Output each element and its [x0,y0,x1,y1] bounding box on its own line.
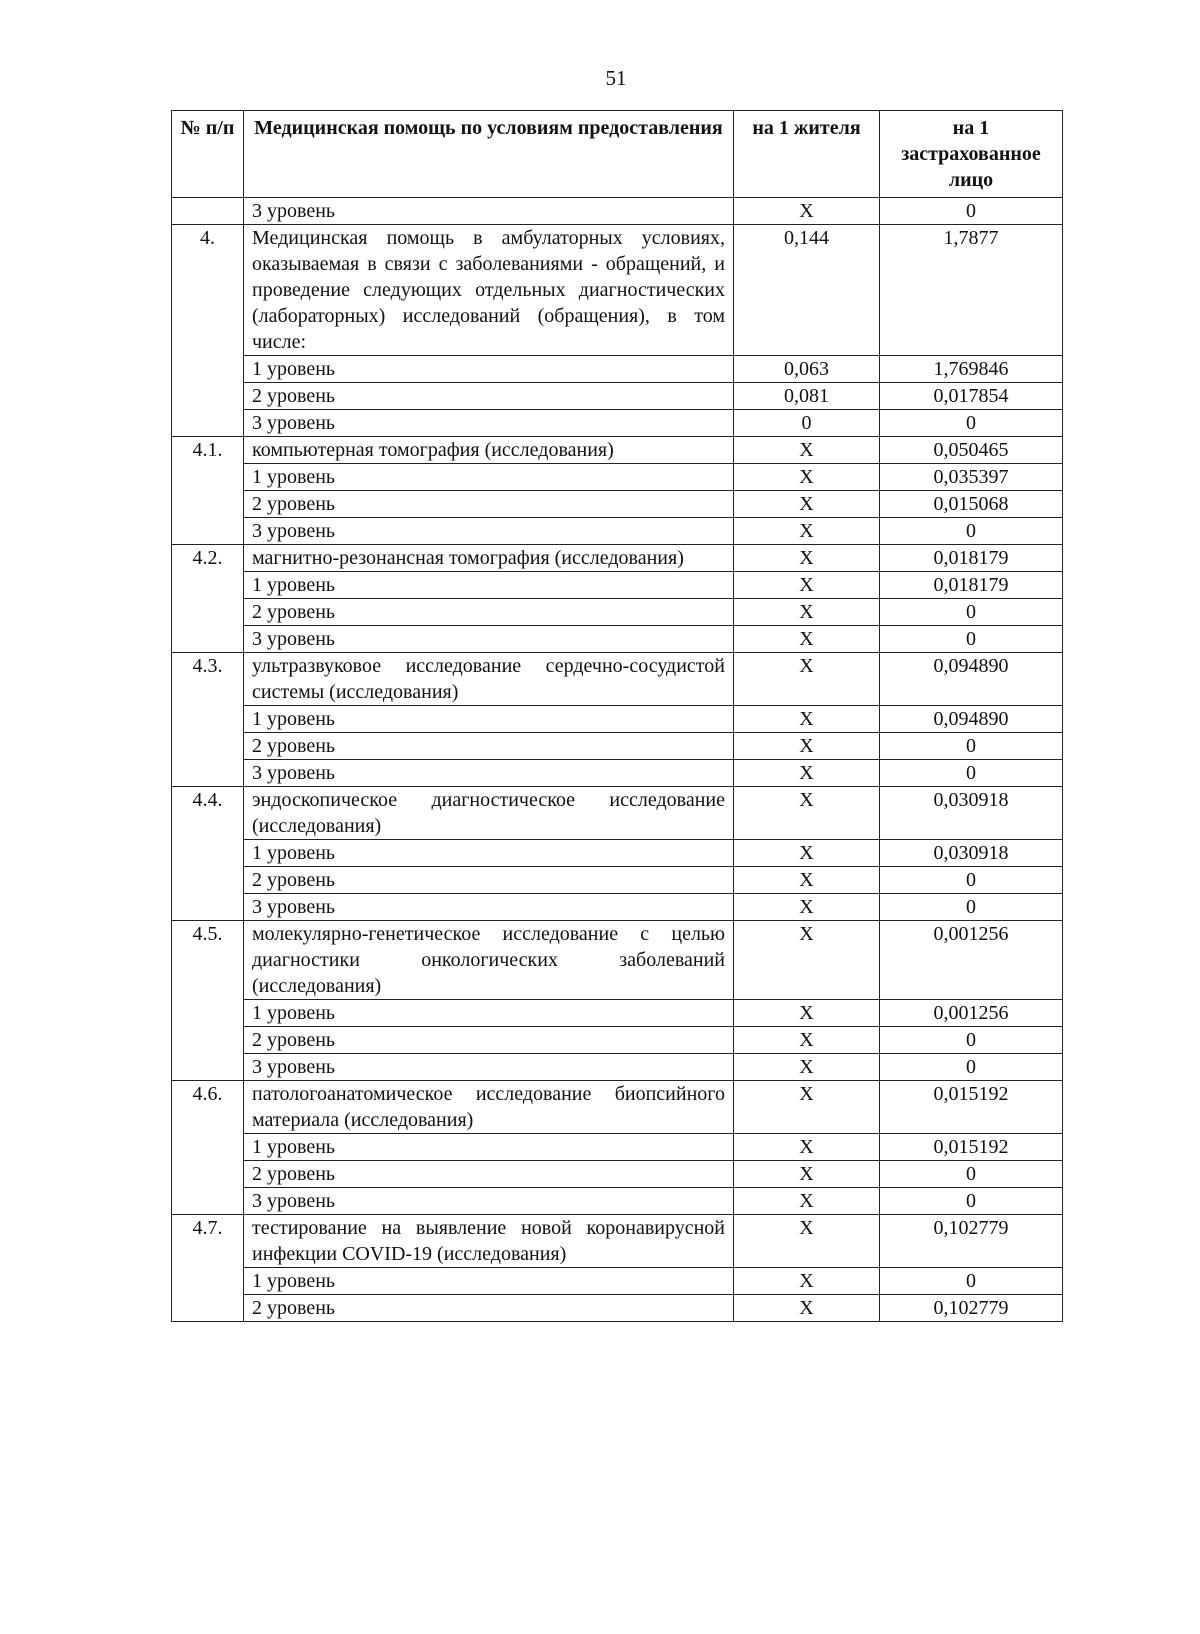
row-per-resident: Х [734,545,880,572]
row-per-resident: Х [734,1134,880,1161]
table-row [172,1188,1063,1215]
row-number: 4.3. [172,653,244,787]
table-row [172,706,1063,733]
table-row [172,437,1063,464]
row-name: ультразвуковое исследование сердечно-сосудистой системы (исследования) [244,653,734,706]
row-per-resident: Х [734,1295,880,1322]
table-row [172,733,1063,760]
row-name: компьютерная томография (исследования) [244,437,734,464]
row-per-insured: 0 [880,1161,1063,1188]
row-name: 3 уровень [244,198,734,225]
row-per-insured: 0,050465 [880,437,1063,464]
row-per-insured: 0 [880,1268,1063,1295]
row-per-insured: 0,018179 [880,545,1063,572]
row-number [172,198,244,225]
row-per-insured: 0 [880,760,1063,787]
row-per-resident: Х [734,198,880,225]
row-per-insured: 0 [880,198,1063,225]
row-name: 1 уровень [244,840,734,867]
table-row [172,1215,1063,1268]
row-per-resident: Х [734,787,880,840]
table-row [172,572,1063,599]
row-per-resident: 0,063 [734,356,880,383]
row-per-resident: Х [734,1188,880,1215]
row-name: 2 уровень [244,383,734,410]
row-name: 3 уровень [244,410,734,437]
row-per-resident: Х [734,1215,880,1268]
table-row [172,545,1063,572]
row-number: 4.4. [172,787,244,921]
row-per-insured: 0,102779 [880,1295,1063,1322]
table-row [172,1295,1063,1322]
header-per-insured: на 1 застрахованное лицо [880,111,1063,198]
row-per-resident: Х [734,921,880,1000]
table-row [172,464,1063,491]
row-name: 3 уровень [244,894,734,921]
row-per-insured: 0 [880,1188,1063,1215]
header-num: № п/п [172,111,244,198]
row-per-insured: 0,015068 [880,491,1063,518]
table-row [172,491,1063,518]
row-per-resident: Х [734,840,880,867]
row-per-insured: 0 [880,599,1063,626]
row-per-insured: 0,035397 [880,464,1063,491]
row-name: 2 уровень [244,1027,734,1054]
row-per-insured: 0,001256 [880,921,1063,1000]
row-per-resident: Х [734,1000,880,1027]
row-name: 2 уровень [244,1295,734,1322]
row-per-insured: 0,017854 [880,383,1063,410]
row-number: 4.7. [172,1215,244,1322]
table-row [172,1268,1063,1295]
row-per-resident: Х [734,599,880,626]
row-name: 2 уровень [244,491,734,518]
row-per-resident: Х [734,626,880,653]
row-per-insured: 0 [880,410,1063,437]
row-per-insured: 1,769846 [880,356,1063,383]
row-per-insured: 0 [880,894,1063,921]
page-number: 51 [605,66,627,90]
table-header-row [172,111,1063,198]
row-per-resident: Х [734,733,880,760]
table-row [172,518,1063,545]
row-per-resident: Х [734,518,880,545]
table-row [172,225,1063,356]
row-per-resident: Х [734,437,880,464]
row-per-resident: Х [734,867,880,894]
row-per-resident: Х [734,1081,880,1134]
table-row [172,653,1063,706]
row-name: 1 уровень [244,1268,734,1295]
table-row [172,410,1063,437]
medical-care-table [171,110,1063,1322]
row-name: 2 уровень [244,867,734,894]
row-per-resident: 0,081 [734,383,880,410]
row-per-resident: Х [734,1027,880,1054]
row-per-insured: 1,7877 [880,225,1063,356]
row-name: эндоскопическое диагностическое исследование (исследования) [244,787,734,840]
row-per-resident: Х [734,706,880,733]
row-per-insured: 0,015192 [880,1134,1063,1161]
row-name: 3 уровень [244,518,734,545]
row-name: магнитно-резонансная томография (исследования) [244,545,734,572]
row-name: 3 уровень [244,1054,734,1081]
row-per-resident: Х [734,653,880,706]
table-row [172,894,1063,921]
row-per-insured: 0,094890 [880,653,1063,706]
table-row [172,1000,1063,1027]
row-per-resident: Х [734,572,880,599]
table-row [172,760,1063,787]
row-per-insured: 0,030918 [880,840,1063,867]
table-row [172,840,1063,867]
table-row [172,626,1063,653]
row-name: 2 уровень [244,733,734,760]
row-per-resident: 0,144 [734,225,880,356]
row-per-insured: 0,018179 [880,572,1063,599]
table-row [172,383,1063,410]
row-name: патологоанатомическое исследование биопсийного материала (исследования) [244,1081,734,1134]
row-number: 4.5. [172,921,244,1081]
row-per-insured: 0 [880,1054,1063,1081]
row-per-resident: Х [734,1054,880,1081]
row-name: 2 уровень [244,599,734,626]
row-per-resident: 0 [734,410,880,437]
row-number: 4.2. [172,545,244,653]
row-name: 1 уровень [244,356,734,383]
row-number: 4.1. [172,437,244,545]
table-body [172,198,1063,1322]
row-per-insured: 0,030918 [880,787,1063,840]
table-row [172,1081,1063,1134]
table-row [172,787,1063,840]
row-name: Медицинская помощь в амбулаторных условиях, оказываемая в связи с заболеваниями - обращений, и проведение следующих отдельных диагностических (лабораторных) исследований (обращения), в том числе: [244,225,734,356]
row-per-insured: 0 [880,626,1063,653]
row-name: 2 уровень [244,1161,734,1188]
row-name: 1 уровень [244,572,734,599]
row-name: 3 уровень [244,1188,734,1215]
row-name: молекулярно-генетическое исследование с целью диагностики онкологических заболеваний (исследования) [244,921,734,1000]
row-per-insured: 0,001256 [880,1000,1063,1027]
row-per-insured: 0,102779 [880,1215,1063,1268]
row-per-insured: 0,094890 [880,706,1063,733]
row-per-resident: Х [734,760,880,787]
row-per-resident: Х [734,894,880,921]
row-per-resident: Х [734,1268,880,1295]
header-name: Медицинская помощь по условиям предоставления [244,111,734,198]
row-name: 3 уровень [244,760,734,787]
row-name: тестирование на выявление новой коронавирусной инфекции COVID-19 (исследования) [244,1215,734,1268]
row-name: 3 уровень [244,626,734,653]
table-row [172,867,1063,894]
table-row [172,1161,1063,1188]
row-per-resident: Х [734,491,880,518]
row-per-insured: 0,015192 [880,1081,1063,1134]
row-name: 1 уровень [244,464,734,491]
table-row [172,921,1063,1000]
table-row [172,356,1063,383]
row-per-insured: 0 [880,733,1063,760]
row-name: 1 уровень [244,1134,734,1161]
table-row [172,1027,1063,1054]
table-row [172,599,1063,626]
table-row [172,1054,1063,1081]
header-per-resident: на 1 жителя [734,111,880,198]
row-per-resident: Х [734,464,880,491]
table-row [172,1134,1063,1161]
row-per-insured: 0 [880,518,1063,545]
row-name: 1 уровень [244,706,734,733]
row-per-resident: Х [734,1161,880,1188]
row-number: 4. [172,225,244,437]
row-name: 1 уровень [244,1000,734,1027]
row-per-insured: 0 [880,1027,1063,1054]
table-row [172,198,1063,225]
row-number: 4.6. [172,1081,244,1215]
row-per-insured: 0 [880,867,1063,894]
